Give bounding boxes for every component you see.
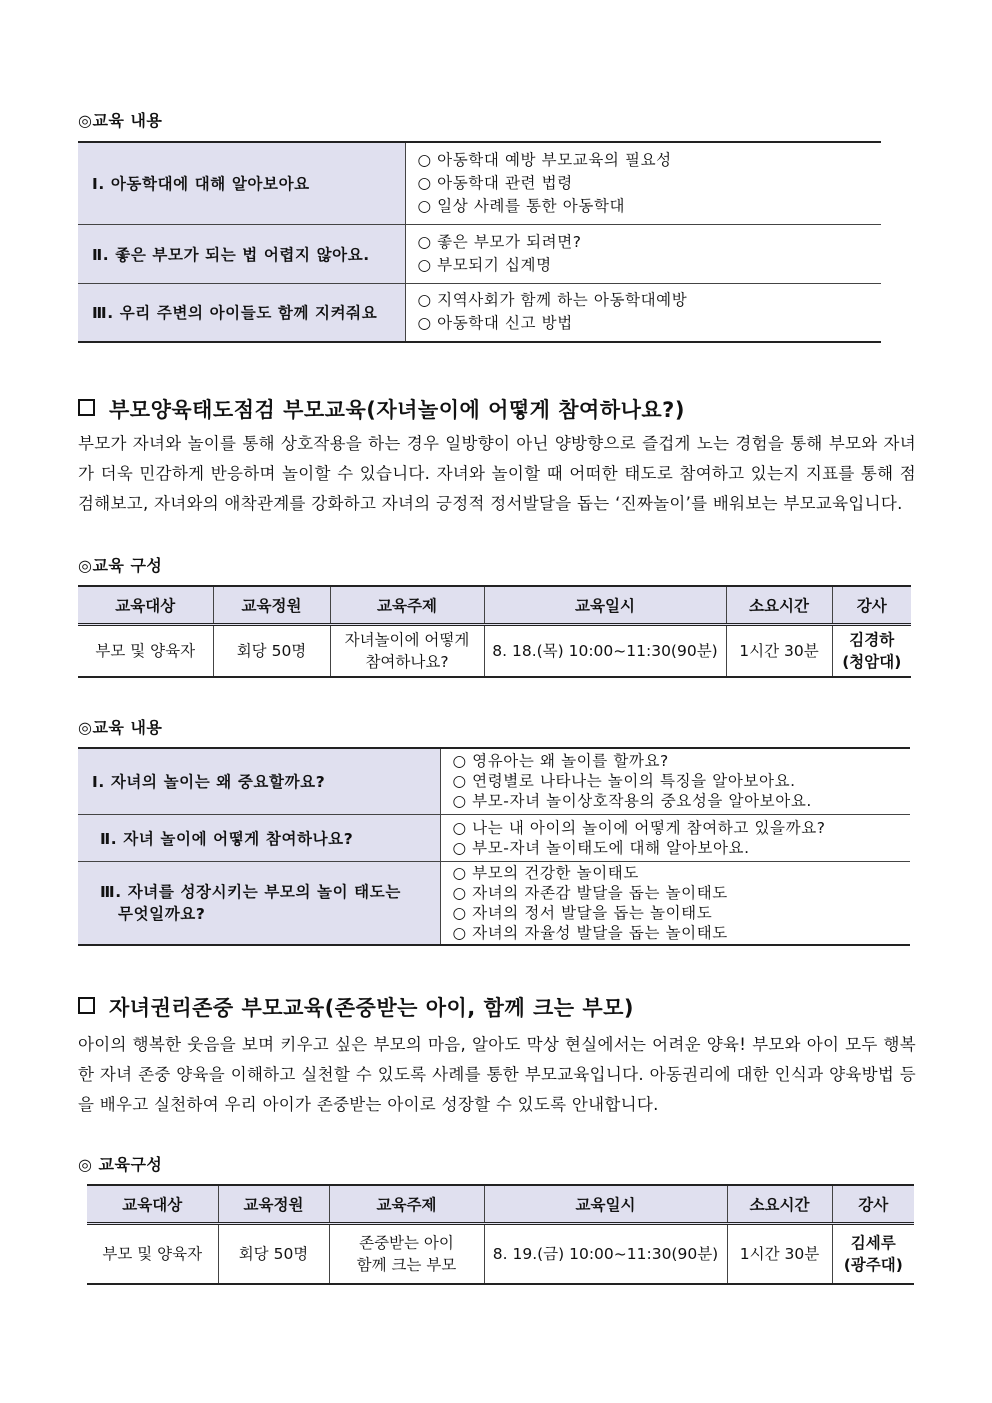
content-table-1 [78,141,881,343]
capacity-cell: 회당 50명 [213,625,330,678]
table-row [78,861,910,945]
table-row [78,283,881,342]
topic-items [405,224,881,283]
column-header: 교육주제 [330,586,484,625]
datetime-cell: 8. 18.(목) 10:00~11:30(90분) [484,625,726,678]
topic-title: Ⅲ. 우리 주변의 아이들도 함께 지켜줘요 [78,283,405,342]
instructor-cell [832,625,911,678]
composition-label-2: ◎교육 구성 [78,556,163,575]
list-item: ○ 좋은 부모가 되려면? [417,232,582,251]
instructor-affiliation: (청암대) [842,653,902,671]
topic-items [440,861,910,945]
table-row [78,625,911,678]
table-row [87,1224,914,1284]
table-row [78,814,910,861]
table-row [78,224,881,283]
column-header: 교육일시 [484,586,726,625]
topic-line: 자녀놀이에 어떻게 [344,631,470,649]
list-item: ○ 나는 내 아이의 놀이에 어떻게 참여하고 있을까요? [452,818,826,837]
column-header: 소요시간 [726,586,832,625]
topic-cell [330,625,484,678]
list-item: ○ 자녀의 정서 발달을 돕는 놀이태도 [452,903,713,922]
topic-title: Ⅱ. 좋은 부모가 되는 법 어렵지 않아요. [78,224,405,283]
content-label-1: ◎교육 내용 [78,111,163,130]
content-label-2: ◎교육 내용 [78,718,163,737]
list-item: ○ 일상 사례를 통한 아동학대 [417,196,626,215]
table-row [78,142,881,224]
list-item: ○ 연령별로 나타나는 놀이의 특징을 알아보아요. [452,772,796,791]
checkbox-square-icon [78,399,95,416]
section-heading-text: 자녀권리존중 부모교육(존중받는 아이, 함께 크는 부모) [109,996,635,1020]
topic-title [78,861,440,945]
list-item: ○ 자녀의 자존감 발달을 돕는 놀이태도 [452,883,728,902]
column-header: 교육대상 [87,1185,218,1224]
paragraph-text: 부모가 자녀와 놀이를 통해 상호작용을 하는 경우 일방향이 아닌 양방향으로 즐겁게 노는 경험을 통해 부모와 자녀가 더욱 민감하게 반응하며 놀이할 수 있습니다. 자녀와 놀이할 때 어떠한 태도로 참여하고 있는지 지표를 통해 점검해보고, 자녀와의 애착관계를 강화하고 자녀의 긍정적 정서발달을 돕는 ‘진짜놀이’를 배워보는 부모교육입니다. [78,434,916,513]
topic-title-line: 무엇일까요? [118,904,206,923]
composition-label-3: ◎ 교육구성 [78,1155,163,1174]
list-item: ○ 아동학대 관련 법령 [417,173,573,192]
target-cell: 부모 및 양육자 [87,1224,218,1284]
topic-line: 함께 크는 부모 [356,1255,457,1274]
topic-items [405,142,881,224]
list-item: ○ 자녀의 자율성 발달을 돕는 놀이태도 [452,923,728,942]
capacity-cell: 회당 50명 [218,1224,329,1284]
topic-line: 참여하나요? [365,653,449,671]
topic-title-line: Ⅲ. 자녀를 성장시키는 부모의 놀이 태도는 [100,882,401,901]
column-header: 소요시간 [727,1185,832,1224]
column-header: 강사 [832,586,911,625]
section-heading-text: 부모양육태도점검 부모교육(자녀놀이에 어떻게 참여하나요?) [109,398,685,422]
topic-items [405,283,881,342]
list-item: ○ 부모-자녀 놀이상호작용의 중요성을 알아보아요. [452,792,812,811]
section-paragraph-2 [78,429,916,519]
list-item: ○ 영유아는 왜 놀이를 할까요? [452,752,669,771]
column-header: 교육일시 [484,1185,727,1224]
content-table-2 [78,747,910,946]
topic-items [440,748,910,814]
instructor-cell [832,1224,914,1284]
list-item: ○ 지역사회가 함께 하는 아동학대예방 [417,291,688,310]
topic-line: 존중받는 아이 [359,1233,454,1252]
instructor-affiliation: (광주대) [843,1255,903,1274]
section-heading-3 [78,992,634,1022]
column-header: 교육대상 [78,586,213,625]
composition-table-3 [87,1184,914,1285]
table-row [78,748,910,814]
duration-cell: 1시간 30분 [726,625,832,678]
column-header: 교육주제 [329,1185,484,1224]
paragraph-text: 아이의 행복한 웃음을 보며 키우고 싶은 부모의 마음, 알아도 막상 현실에서는 어려운 양육! 부모와 아이 모두 행복한 자녀 존중 양육을 이해하고 실천할 수 있도록 사례를 통한 부모교육입니다. 아동권리에 대한 인식과 양육방법 등을 배우고 실천하여 우리 아이가 존중받는 아이로 성장할 수 있도록 안내합니다. [78,1035,916,1114]
column-header: 강사 [832,1185,914,1224]
section-heading-2 [78,394,685,424]
table-header-row [87,1185,914,1224]
list-item: ○ 아동학대 예방 부모교육의 필요성 [417,150,672,169]
list-item: ○ 부모의 건강한 놀이태도 [452,863,639,882]
checkbox-square-icon [78,997,95,1014]
instructor-name: 김경하 [849,631,895,649]
instructor-name: 김세루 [850,1233,896,1252]
list-item: ○ 부모-자녀 놀이태도에 대해 알아보아요. [452,838,750,857]
datetime-cell: 8. 19.(금) 10:00~11:30(90분) [484,1224,727,1284]
topic-cell [329,1224,484,1284]
topic-items [440,814,910,861]
topic-title: Ⅰ. 자녀의 놀이는 왜 중요할까요? [78,748,440,814]
duration-cell: 1시간 30분 [727,1224,832,1284]
topic-title: Ⅱ. 자녀 놀이에 어떻게 참여하나요? [78,814,440,861]
column-header: 교육정원 [218,1185,329,1224]
composition-table-2 [78,585,911,678]
list-item: ○ 부모되기 십계명 [417,255,552,274]
table-header-row [78,586,911,625]
column-header: 교육정원 [213,586,330,625]
target-cell: 부모 및 양육자 [78,625,213,678]
section-paragraph-3 [78,1030,916,1120]
list-item: ○ 아동학대 신고 방법 [417,314,573,333]
topic-title: Ⅰ. 아동학대에 대해 알아보아요 [78,142,405,224]
